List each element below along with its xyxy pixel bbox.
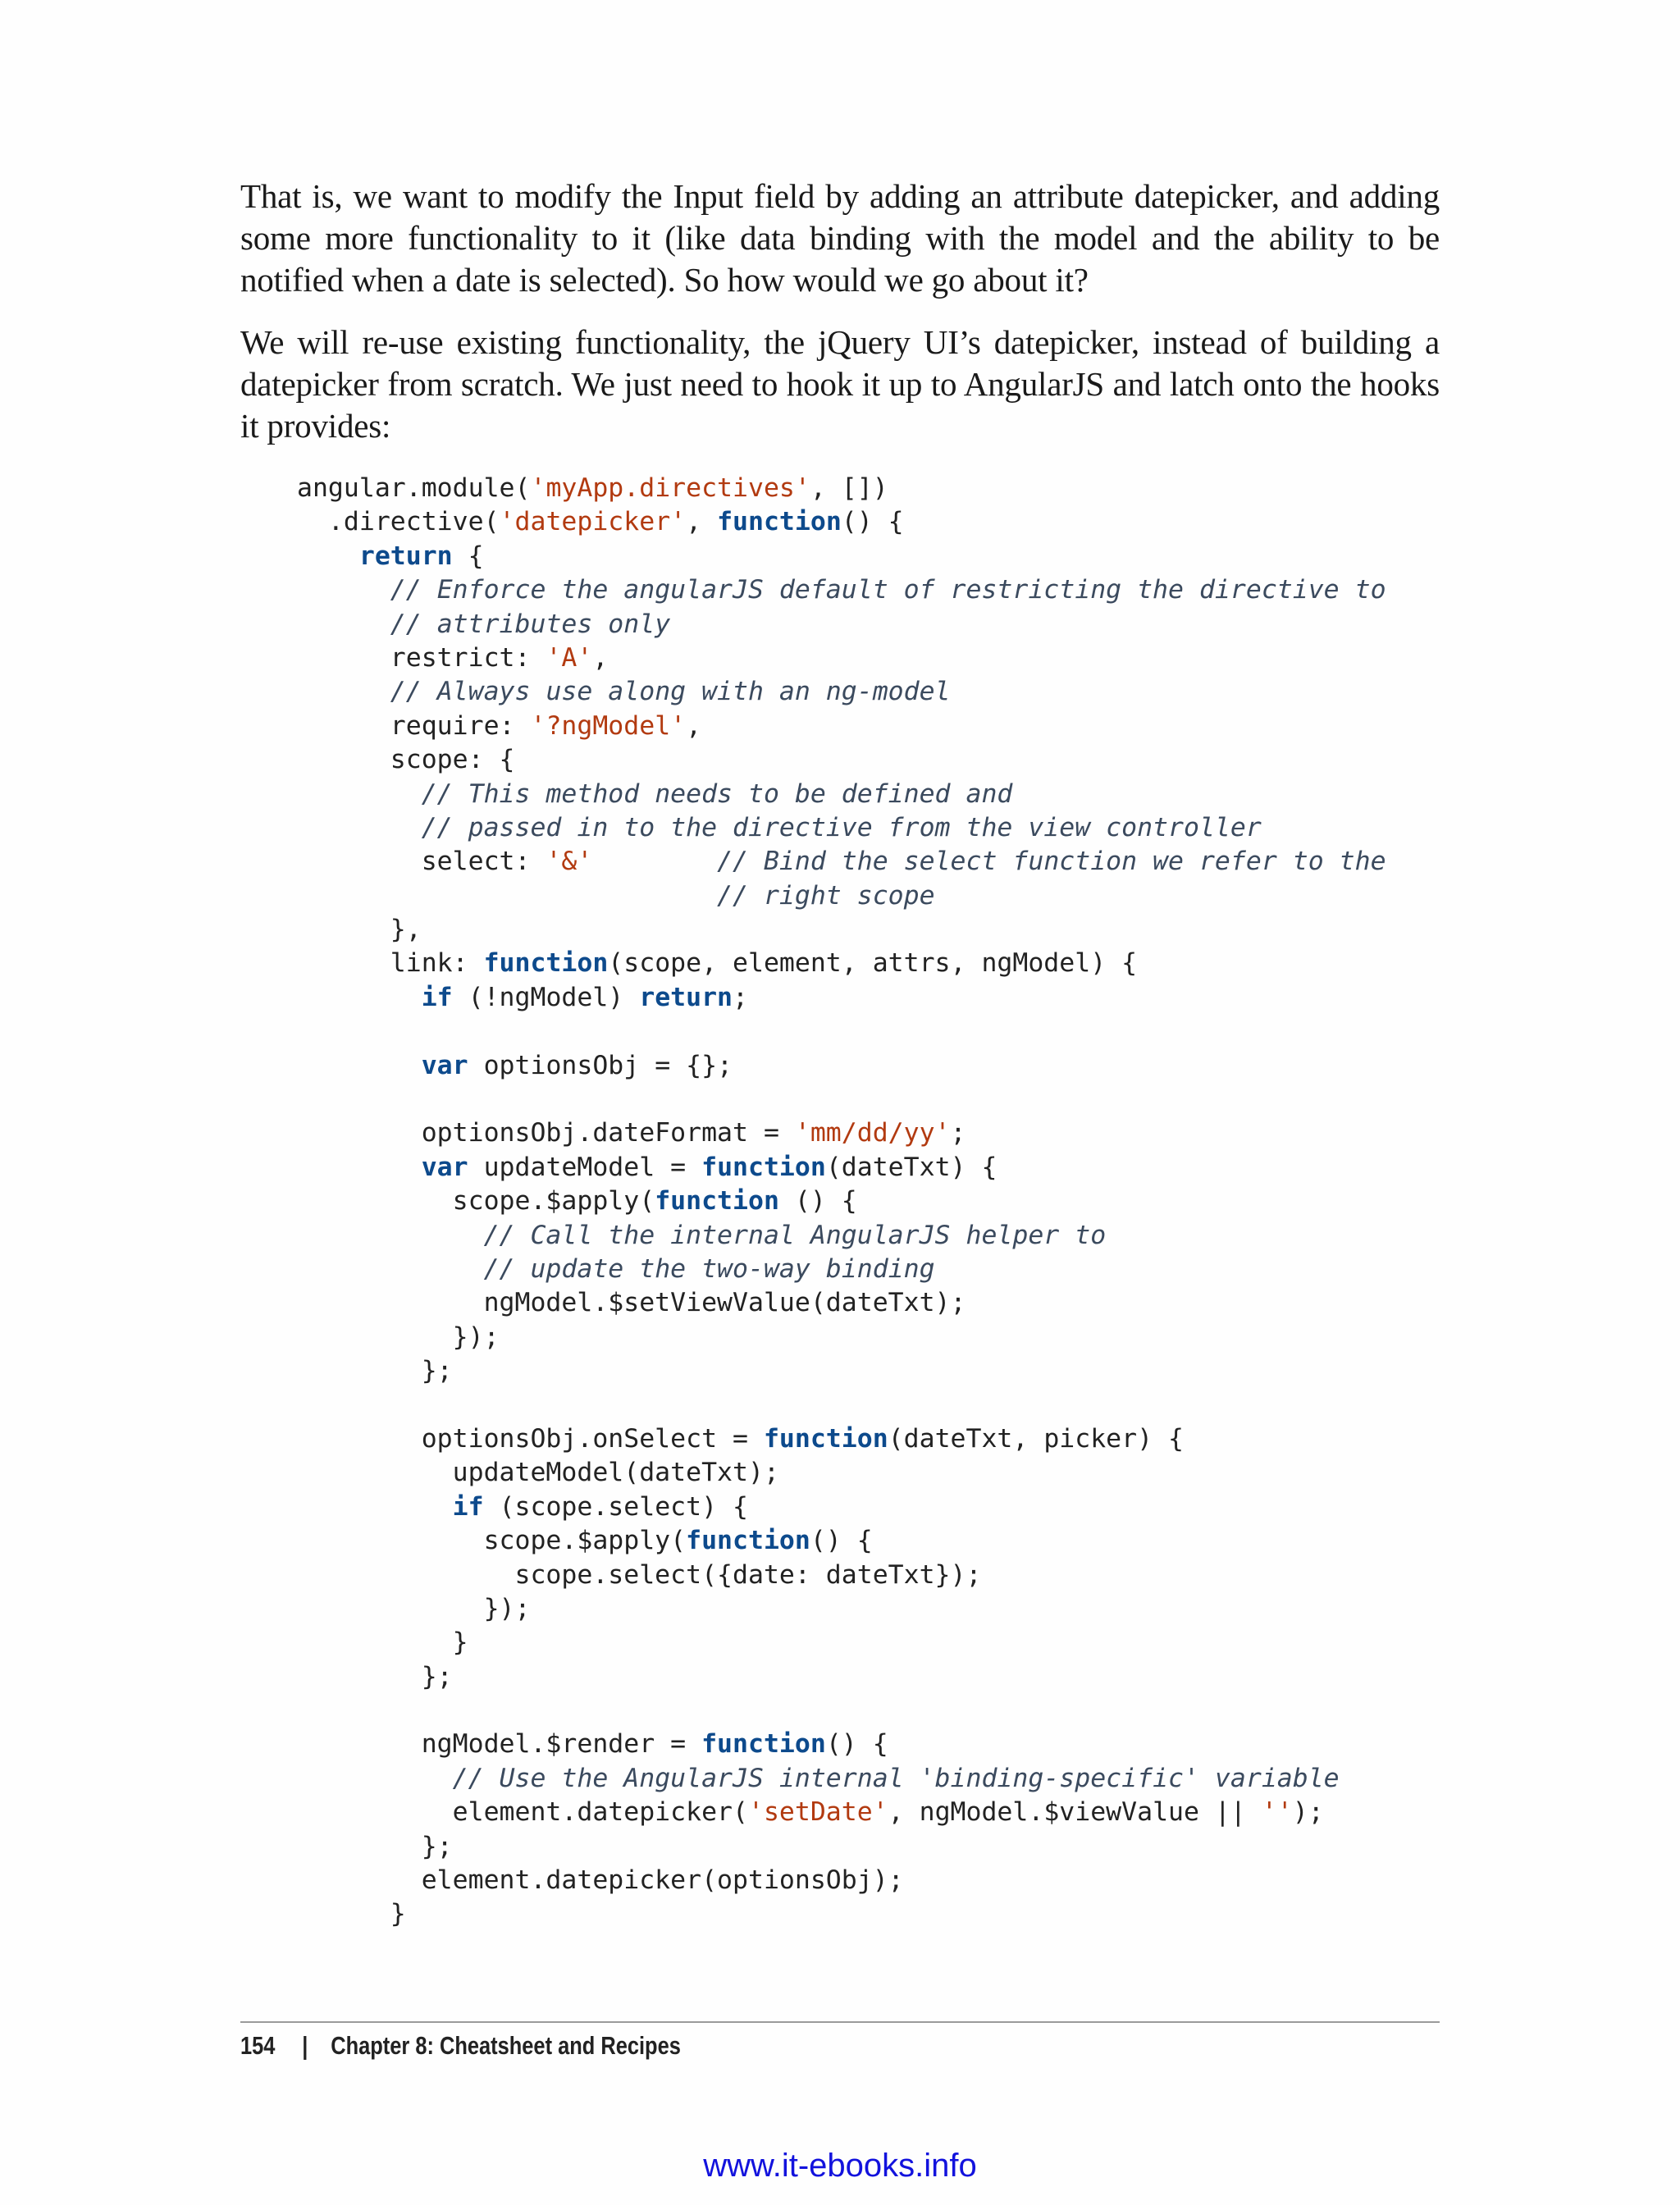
code-keyword: function (686, 1526, 810, 1556)
code-text (297, 1221, 484, 1250)
code-text: (scope, element, attrs, ngModel) { (608, 948, 1138, 979)
code-text: updateModel(dateTxt); (297, 1458, 779, 1488)
code-text: { (452, 541, 484, 571)
code-text (297, 1051, 422, 1080)
code-keyword: var (421, 1050, 468, 1080)
code-text: ); (1292, 1797, 1324, 1828)
paragraph-reuse: We will re-use existing functionality, the jQuery UI’s datepicker, instead of building a datepicker from scratch. We just need to hook it up to AngularJS and latch onto the hooks it provides: (240, 323, 1440, 445)
code-line (297, 540, 1386, 573)
code-line (297, 845, 1386, 879)
code-text (297, 881, 717, 911)
code-line (297, 710, 1386, 743)
code-line (297, 1151, 1386, 1185)
code-string: 'mm/dd/yy' (794, 1118, 951, 1148)
code-line (297, 1864, 1386, 1897)
code-text: () { (778, 1186, 857, 1217)
code-text: optionsObj.onSelect = (297, 1423, 764, 1454)
code-comment: // right scope (717, 880, 935, 911)
code-keyword: return (358, 541, 453, 571)
code-line (297, 505, 1386, 539)
code-line (297, 1830, 1386, 1864)
footer-divider (240, 2021, 1440, 2023)
code-comment: // Bind the select function we refer to the (717, 847, 1386, 877)
code-string: 'A' (546, 642, 593, 673)
code-keyword: return (639, 982, 733, 1012)
code-line (297, 1253, 1386, 1286)
code-text: scope: { (297, 745, 515, 775)
code-text (297, 575, 390, 605)
code-comment: // Always use along with an ng-model (390, 677, 951, 707)
code-text: require: (297, 710, 531, 741)
code-comment: // Use the AngularJS internal 'binding-specific' variable (452, 1763, 1340, 1793)
code-keyword: function (655, 1186, 779, 1217)
code-text: updateModel = (468, 1152, 702, 1182)
code-line (297, 1456, 1386, 1490)
code-string: 'myApp.directives' (530, 473, 810, 503)
code-line (297, 1796, 1386, 1829)
code-text: }; (297, 1831, 453, 1861)
code-comment: // attributes only (390, 609, 671, 639)
code-line (297, 1015, 1386, 1048)
code-line (297, 1897, 1386, 1931)
code-text: (dateTxt) { (825, 1152, 998, 1182)
code-line (297, 947, 1386, 980)
code-text: ; (950, 1118, 966, 1148)
code-text: (dateTxt, picker) { (888, 1423, 1184, 1454)
code-text: }); (297, 1322, 500, 1352)
code-line (297, 913, 1386, 947)
code-text (297, 983, 422, 1012)
code-text: restrict: (297, 642, 546, 673)
code-line (297, 1321, 1386, 1354)
footer-separator: | (302, 2031, 308, 2060)
code-keyword: if (452, 1491, 484, 1522)
code-text: angular.module( (297, 473, 531, 503)
code-text (297, 677, 390, 706)
code-text (297, 609, 390, 639)
code-string: '?ngModel' (530, 710, 687, 741)
code-line (297, 1116, 1386, 1150)
code-keyword: function (763, 1423, 888, 1454)
code-line (297, 1524, 1386, 1558)
code-string: 'setDate' (747, 1797, 888, 1828)
code-comment: // Enforce the angularJS default of restricting the directive to (390, 575, 1386, 605)
watermark-link[interactable]: www.it-ebooks.info (703, 2148, 977, 2184)
code-line (297, 1354, 1386, 1388)
code-line (297, 1389, 1386, 1422)
code-text: }; (297, 1356, 453, 1386)
code-line (297, 778, 1386, 811)
code-line (297, 472, 1386, 505)
code-text: } (297, 1628, 468, 1658)
code-line (297, 1219, 1386, 1253)
code-text: ; (733, 982, 748, 1012)
code-text (297, 1153, 422, 1182)
code-text: , (686, 507, 718, 537)
code-text (297, 1492, 453, 1522)
code-text: () { (825, 1729, 888, 1760)
code-text: }; (297, 1661, 453, 1691)
code-line (297, 1694, 1386, 1728)
code-line (297, 608, 1386, 641)
code-keyword: function (701, 1152, 826, 1182)
code-text: scope.$apply( (297, 1186, 655, 1217)
code-comment: // This method needs to be defined and (421, 778, 1013, 809)
paragraph-intro: That is, we want to modify the Input field by adding an attribute datepicker, and adding some more functionality to it (like data binding with the model and the ability to be notified when a date is selected). So how would we go about it? (240, 177, 1440, 299)
code-string: '' (1261, 1797, 1293, 1828)
code-line (297, 981, 1386, 1015)
code-text: scope.$apply( (297, 1526, 687, 1556)
code-keyword: var (421, 1152, 468, 1182)
code-line (297, 1762, 1386, 1796)
page-footer (240, 2031, 681, 2061)
code-text: () { (810, 1526, 873, 1556)
code-text: optionsObj = {}; (468, 1050, 733, 1080)
code-line (297, 811, 1386, 845)
code-text (297, 1764, 453, 1793)
code-text: ngModel.$render = (297, 1729, 702, 1760)
code-string: '&' (546, 847, 593, 877)
code-text: select: (297, 847, 546, 877)
chapter-title: Chapter 8: Cheatsheet and Recipes (331, 2031, 681, 2060)
code-text: }, (297, 915, 422, 945)
code-line (297, 1422, 1386, 1456)
code-string: 'datepicker' (499, 507, 687, 537)
code-text (297, 813, 422, 842)
code-text: , (686, 710, 702, 741)
code-line (297, 1049, 1386, 1083)
code-comment: // update the two-way binding (483, 1253, 935, 1284)
code-text: optionsObj.dateFormat = (297, 1118, 795, 1148)
code-text (297, 1254, 484, 1284)
code-line (297, 1559, 1386, 1592)
code-block (297, 472, 1386, 1932)
code-line (297, 1626, 1386, 1659)
code-text: ngModel.$setViewValue(dateTxt); (297, 1288, 966, 1318)
page-number: 154 (240, 2031, 276, 2060)
code-text: (scope.select) { (483, 1491, 748, 1522)
code-text: , []) (810, 473, 888, 503)
code-line (297, 879, 1386, 913)
code-text: scope.select({date: dateTxt}); (297, 1559, 982, 1590)
code-text: , (592, 642, 609, 673)
code-text: } (297, 1899, 406, 1929)
code-keyword: if (421, 982, 453, 1012)
code-text (592, 847, 717, 876)
code-text: link: (297, 948, 484, 979)
code-text (297, 541, 359, 571)
code-line (297, 1491, 1386, 1524)
code-line (297, 1660, 1386, 1694)
code-keyword: function (483, 948, 609, 979)
code-text: , ngModel.$viewValue || (888, 1797, 1262, 1828)
code-text: element.datepicker(optionsObj); (297, 1865, 904, 1896)
code-line (297, 675, 1386, 709)
code-line (297, 743, 1386, 777)
code-keyword: function (701, 1729, 826, 1760)
code-line (297, 573, 1386, 607)
code-line (297, 1286, 1386, 1320)
code-text: }); (297, 1593, 531, 1623)
code-line (297, 641, 1386, 675)
code-comment: // Call the internal AngularJS helper to (483, 1220, 1107, 1250)
code-text: element.datepicker( (297, 1797, 748, 1828)
code-line (297, 1185, 1386, 1218)
code-keyword: function (717, 507, 842, 537)
code-text: () { (841, 507, 904, 537)
code-text: .directive( (297, 507, 500, 537)
code-line (297, 1728, 1386, 1761)
code-comment: // passed in to the directive from the view controller (421, 812, 1262, 842)
code-line (297, 1083, 1386, 1116)
code-text (297, 779, 422, 809)
code-text: (!ngModel) (452, 982, 640, 1012)
code-line (297, 1592, 1386, 1626)
